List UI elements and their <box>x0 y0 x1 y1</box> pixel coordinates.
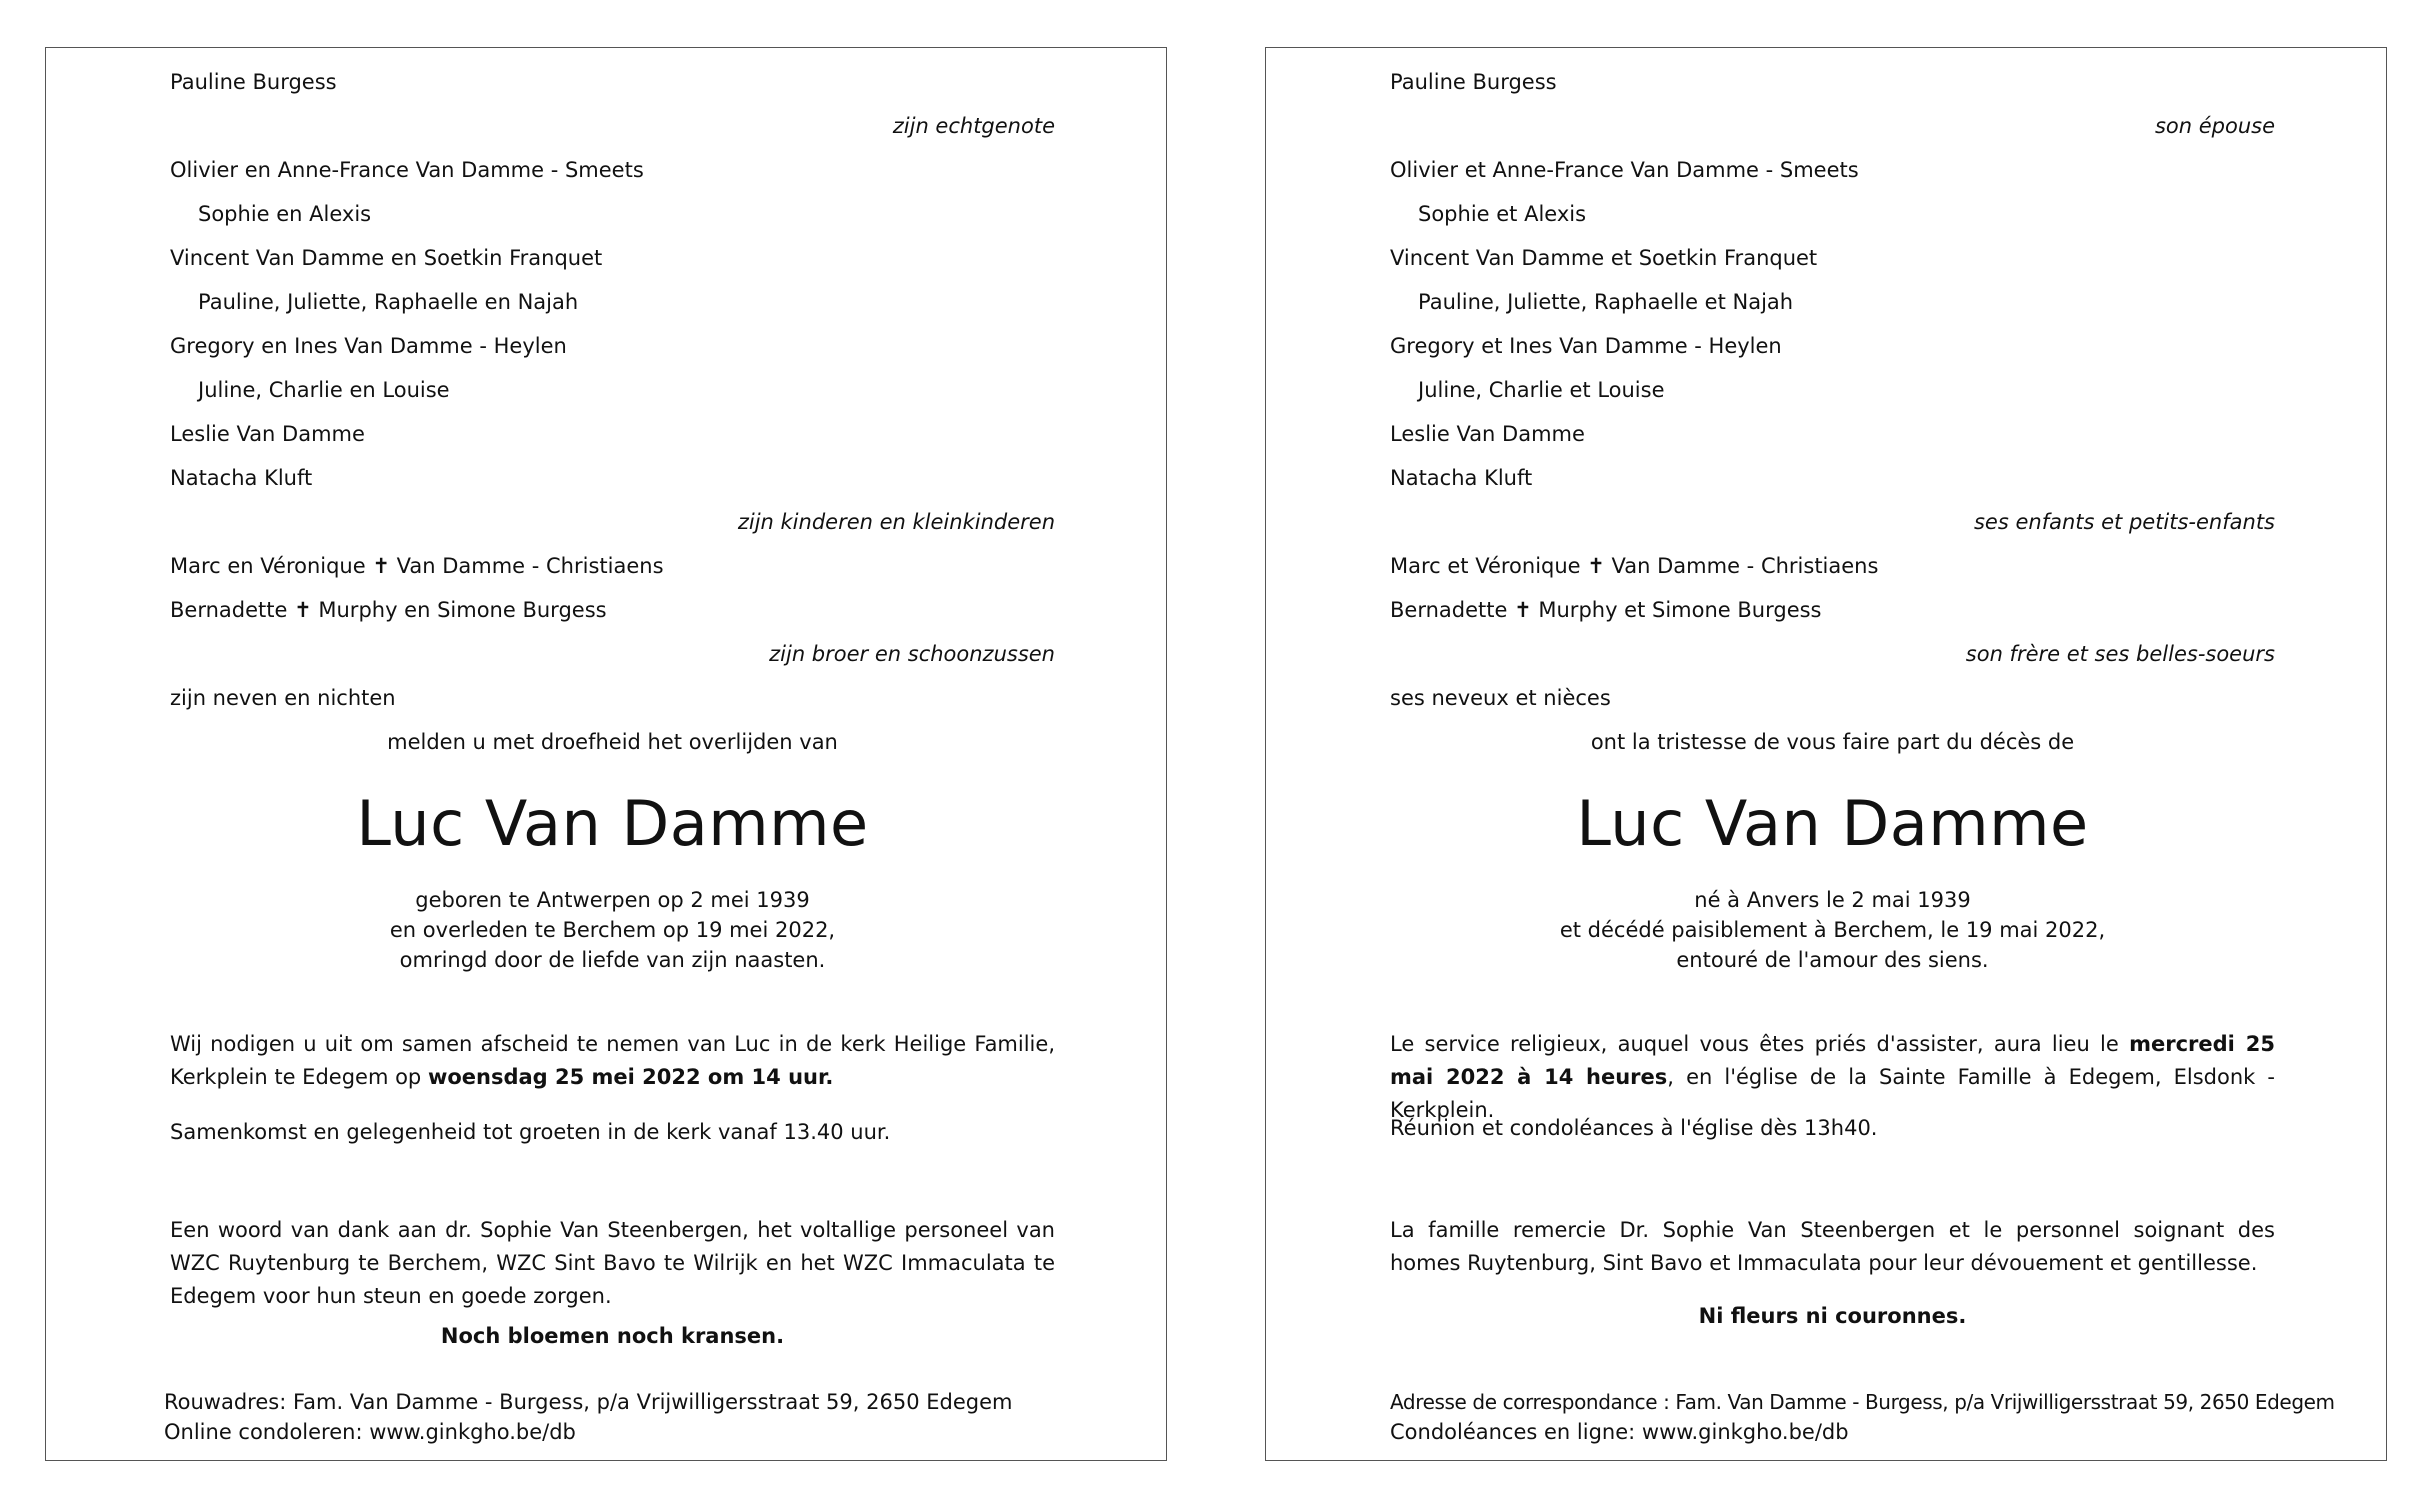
family-member: Natacha Kluft <box>1390 466 1533 490</box>
thanks-paragraph: La famille remercie Dr. Sophie Van Steenbergen et le personnel soignant des homes Ruytenburg, Sint Bavo et Immaculata pour leur dévouement et gentillesse. <box>1390 1218 2275 1275</box>
family-member: ses neveux et nièces <box>1390 686 1611 710</box>
surrounded-line: omringd door de liefde van zijn naasten. <box>399 948 826 972</box>
deceased-name: Luc Van Damme <box>1576 787 2089 860</box>
deceased-name: Luc Van Damme <box>356 787 869 860</box>
name-part: Marc et Véronique <box>1390 554 1588 578</box>
french-announcement-card <box>1265 47 2387 1461</box>
cross-icon: ✝ <box>1514 598 1532 622</box>
family-member: Leslie Van Damme <box>170 422 365 446</box>
surrounded-line: entouré de l'amour des siens. <box>1676 948 1989 972</box>
family-member <box>170 552 1055 580</box>
relation-caption: zijn broer en schoonzussen <box>769 642 1055 666</box>
no-flowers-note: Noch bloemen noch kransen. <box>440 1324 785 1348</box>
grandchildren: Sophie et Alexis <box>1418 202 1587 226</box>
family-member: Pauline Burgess <box>1390 70 1557 94</box>
name-part: Bernadette <box>170 598 295 622</box>
mourning-address: Rouwadres: Fam. Van Damme - Burgess, p/a Vrijwilligersstraat 59, 2650 Edegem <box>164 1390 1013 1414</box>
relation-caption: son épouse <box>2154 114 2275 138</box>
family-member: zijn neven en nichten <box>170 686 396 710</box>
birth-line: né à Anvers le 2 mai 1939 <box>1694 888 1971 912</box>
correspondence-address: Adresse de correspondance : Fam. Van Damme - Burgess, p/a Vrijwilligersstraat 59, 2650 Edegem <box>1390 1390 2335 1414</box>
dutch-announcement-card <box>45 47 1167 1461</box>
name-part: Murphy en Simone Burgess <box>311 598 607 622</box>
family-member <box>1390 552 2275 580</box>
birth-line: geboren te Antwerpen op 2 mei 1939 <box>415 888 810 912</box>
family-member: Olivier et Anne-France Van Damme - Smeets <box>1390 158 1859 182</box>
cross-icon: ✝ <box>294 598 312 622</box>
relation-caption: son frère et ses belles-soeurs <box>1965 642 2275 666</box>
gathering-paragraph: Samenkomst en gelegenheid tot groeten in de kerk vanaf 13.40 uur. <box>170 1120 891 1144</box>
announcement-intro: ont la tristesse de vous faire part du décès de <box>1590 730 2075 754</box>
family-member: Gregory en Ines Van Damme - Heylen <box>170 334 567 358</box>
death-line: en overleden te Berchem op 19 mei 2022, <box>389 918 836 942</box>
service-date: mercredi 25 mai 2022 à 14 heures <box>1390 1032 2275 1089</box>
service-text: Wij nodigen u uit om samen afscheid te nemen van Luc in de kerk Heilige Familie, Kerkplein te Edegem op <box>170 1032 1055 1089</box>
family-member <box>1390 596 2275 624</box>
name-part: Van Damme - Christiaens <box>389 554 664 578</box>
family-member: Vincent Van Damme et Soetkin Franquet <box>1390 246 1818 270</box>
family-member: Pauline Burgess <box>170 70 337 94</box>
service-location: , en l'église de la Sainte Famille à Edegem, Elsdonk - Kerkplein. <box>1390 1065 2275 1122</box>
service-paragraph <box>170 1028 1055 1094</box>
gathering-paragraph: Réunion et condoléances à l'église dès 13h40. <box>1390 1116 1878 1140</box>
family-member: Olivier en Anne-France Van Damme - Smeets <box>170 158 644 182</box>
name-part: Bernadette <box>1390 598 1515 622</box>
grandchildren: Sophie en Alexis <box>198 202 372 226</box>
family-member: Vincent Van Damme en Soetkin Franquet <box>170 246 603 270</box>
family-member: Gregory et Ines Van Damme - Heylen <box>1390 334 1782 358</box>
relation-caption: zijn kinderen en kleinkinderen <box>737 510 1055 534</box>
online-condolences: Condoléances en ligne: www.ginkgho.be/db <box>1390 1420 1849 1444</box>
family-member: Natacha Kluft <box>170 466 313 490</box>
name-part: Marc en Véronique <box>170 554 373 578</box>
announcement-intro: melden u met droefheid het overlijden van <box>387 730 838 754</box>
name-part: Van Damme - Christiaens <box>1604 554 1879 578</box>
service-text: Le service religieux, auquel vous êtes priés d'assister, aura lieu le <box>1390 1032 2130 1056</box>
grandchildren: Juline, Charlie en Louise <box>198 378 450 402</box>
family-member <box>170 596 1055 624</box>
name-part: Murphy et Simone Burgess <box>1531 598 1822 622</box>
dutch-announcement-content <box>164 48 1055 1460</box>
thanks-paragraph: Een woord van dank aan dr. Sophie Van Steenbergen, het voltallige personeel van WZC Ruytenburg te Berchem, WZC Sint Bavo te Wilrijk en het WZC Immaculata te Edegem voor hun steun en goede zorgen. <box>170 1218 1055 1308</box>
french-announcement-content <box>1390 48 2335 1460</box>
relation-caption: ses enfants et petits-enfants <box>1973 510 2275 534</box>
cross-icon: ✝ <box>1587 554 1605 578</box>
no-flowers-note: Ni fleurs ni couronnes. <box>1698 1304 1967 1328</box>
online-condolences: Online condoleren: www.ginkgho.be/db <box>164 1420 576 1444</box>
cross-icon: ✝ <box>372 554 390 578</box>
grandchildren: Pauline, Juliette, Raphaelle et Najah <box>1418 290 1794 314</box>
grandchildren: Juline, Charlie et Louise <box>1418 378 1665 402</box>
relation-caption: zijn echtgenote <box>892 114 1055 138</box>
service-date: woensdag 25 mei 2022 om 14 uur. <box>427 1065 834 1089</box>
grandchildren: Pauline, Juliette, Raphaelle en Najah <box>198 290 579 314</box>
death-line: et décédé paisiblement à Berchem, le 19 mai 2022, <box>1559 918 2106 942</box>
family-member: Leslie Van Damme <box>1390 422 1585 446</box>
